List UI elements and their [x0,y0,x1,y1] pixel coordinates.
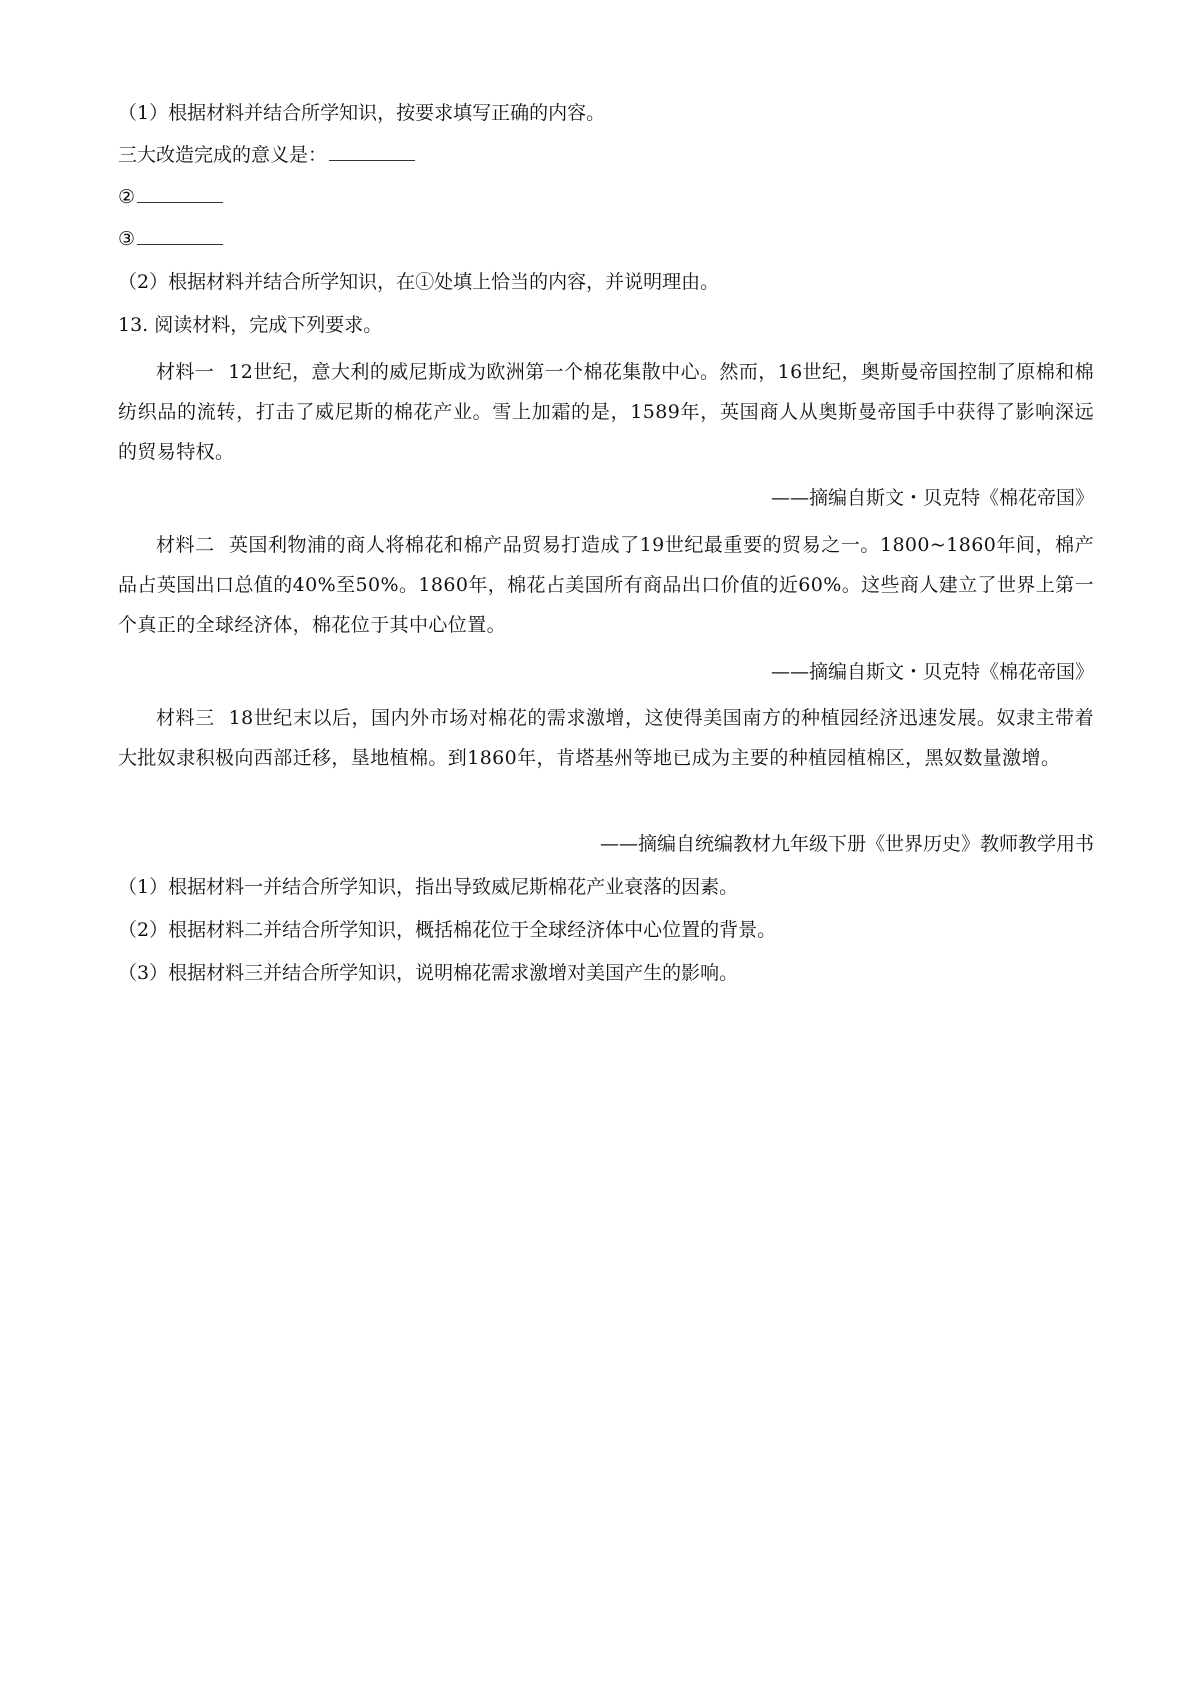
blank-3-field[interactable] [137,226,223,245]
question-2-prompt: （2）根据材料并结合所学知识，在①处填上恰当的内容，并说明理由。 [118,271,720,293]
sub-question-1: （1）根据材料一并结合所学知识，指出导致威尼斯棉花产业衰落的因素。 [118,876,739,898]
question-13-heading: 13. 阅读材料，完成下列要求。 [118,314,383,336]
material-3-text: 18世纪末以后，国内外市场对棉花的需求激增，这使得美国南方的种植园经济迅速发展。奴隶主带着大批奴隶积极向西部迁移，垦地植棉。到1860年，肯塔基州等地已成为主要的种植园植棉区，黑奴数量激增。 [118,707,1094,769]
material-3-label: 材料三 [156,707,215,729]
material-2-text: 英国利物浦的商人将棉花和棉产品贸易打造成了19世纪最重要的贸易之一。1800~1860年间，棉产品占英国出口总值的40%至50%。1860年，棉花占美国所有商品出口价值的近60%。这些商人建立了世界上第一个真正的全球经济体，棉花位于其中心位置。 [118,534,1094,636]
material-3-paragraph [118,698,1094,778]
sub-question-3: （3）根据材料三并结合所学知识，说明棉花需求激增对美国产生的影响。 [118,962,739,984]
material-2-source: ——摘编自斯文・贝克特《棉花帝国》 [770,661,1094,683]
blank-2-field[interactable] [137,184,223,203]
material-2-label: 材料二 [156,534,215,556]
material-2-paragraph [118,525,1094,645]
material-1-source: ——摘编自斯文・贝克特《棉花帝国》 [770,487,1094,509]
blank-3-label: ③ [118,228,136,250]
blank-2-row [118,184,223,210]
blank-2-label: ② [118,186,136,208]
material-1-label: 材料一 [156,361,215,383]
significance-blank[interactable] [329,142,415,161]
material-3-source: ——摘编自统编教材九年级下册《世界历史》教师教学用书 [599,833,1094,855]
question-1-prompt: （1）根据材料并结合所学知识，按要求填写正确的内容。 [118,102,606,124]
material-1-paragraph [118,352,1094,472]
significance-row [118,142,415,168]
significance-label: 三大改造完成的意义是： [118,144,328,166]
blank-3-row [118,226,223,252]
material-1-text: 12世纪，意大利的威尼斯成为欧洲第一个棉花集散中心。然而，16世纪，奥斯曼帝国控制了原棉和棉纺织品的流转，打击了威尼斯的棉花产业。雪上加霜的是，1589年，英国商人从奥斯曼帝国手中获得了影响深远的贸易特权。 [118,361,1095,463]
sub-question-2: （2）根据材料二并结合所学知识，概括棉花位于全球经济体中心位置的背景。 [118,919,777,941]
